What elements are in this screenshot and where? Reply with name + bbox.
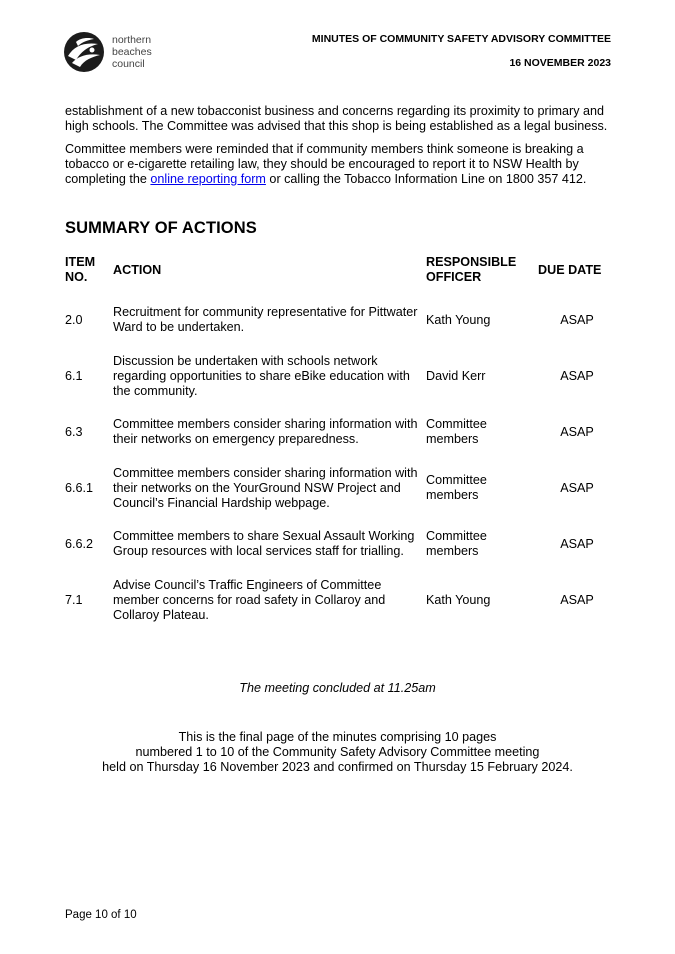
column-header-action: ACTION <box>113 262 162 277</box>
paragraph-text: or calling the Tobacco Information Line on 1800 357 412. <box>265 172 587 186</box>
online-reporting-form-link[interactable]: online reporting form <box>150 172 266 186</box>
table-row <box>65 411 625 453</box>
responsible-officer: Kath Young <box>426 592 491 607</box>
final-statement <box>0 730 675 775</box>
due-date: ASAP <box>560 480 594 495</box>
final-statement-line: numbered 1 to 10 of the Community Safety Advisory Committee meeting <box>135 745 540 759</box>
final-statement-line: This is the final page of the minutes comprising 10 pages <box>178 730 497 744</box>
responsible-officer: Kath Young <box>426 312 491 327</box>
item-number: 6.6.2 <box>65 536 94 551</box>
meeting-conclusion: The meeting concluded at 11.25am <box>239 681 436 695</box>
logo-line: council <box>112 58 145 70</box>
action-text: Recruitment for community representative for Pittwater Ward to be undertaken. <box>113 305 418 334</box>
item-number: 2.0 <box>65 312 83 327</box>
item-number: 7.1 <box>65 592 83 607</box>
action-text: Committee members consider sharing information with their networks on the YourGround NSW Project and Council’s Financial Hardship webpage. <box>113 465 418 510</box>
final-statement-line: held on Thursday 16 November 2023 and confirmed on Thursday 15 February 2024. <box>102 760 573 774</box>
actions-table <box>65 255 625 621</box>
action-text: Committee members consider sharing information with their networks on emergency preparedness. <box>113 417 418 446</box>
table-row <box>65 579 625 621</box>
body-paragraph <box>65 142 617 187</box>
action-text: Advise Council’s Traffic Engineers of Committee member concerns for road safety in Collaroy and Collaroy Plateau. <box>113 577 386 622</box>
due-date: ASAP <box>560 424 594 439</box>
due-date: ASAP <box>560 536 594 551</box>
item-number: 6.6.1 <box>65 480 94 495</box>
document-date: 16 NOVEMBER 2023 <box>509 57 611 69</box>
table-header-row <box>65 255 625 285</box>
document-title: MINUTES OF COMMUNITY SAFETY ADVISORY COMMITTEE <box>311 33 611 45</box>
paragraph-text: Committee members were reminded that if community members think someone is breaking a tobacco or e-cigarette retailing law, they should be encouraged to report it to NSW Health by completing the <box>65 142 584 186</box>
council-logo <box>62 30 172 76</box>
due-date: ASAP <box>560 368 594 383</box>
page-number: Page 10 of 10 <box>65 909 137 921</box>
due-date: ASAP <box>560 312 594 327</box>
logo-line: northern <box>112 34 152 46</box>
column-header-item-no: ITEM NO. <box>65 255 96 284</box>
column-header-responsible-officer: RESPONSIBLE OFFICER <box>426 255 517 284</box>
action-text: Discussion be undertaken with schools network regarding opportunities to share eBike education with the community. <box>113 353 410 398</box>
table-row <box>65 523 625 565</box>
due-date: ASAP <box>560 592 594 607</box>
responsible-officer: Committee members <box>426 417 487 446</box>
responsible-officer: Committee members <box>426 473 487 502</box>
action-text: Committee members to share Sexual Assault Working Group resources with local services staff for trialling. <box>113 529 415 558</box>
northern-beaches-logo-icon <box>62 30 106 74</box>
logo-wordmark <box>112 34 152 70</box>
item-number: 6.1 <box>65 368 83 383</box>
responsible-officer: David Kerr <box>426 368 486 383</box>
item-number: 6.3 <box>65 424 83 439</box>
table-row <box>65 299 625 341</box>
table-row <box>65 355 625 397</box>
table-row <box>65 467 625 509</box>
responsible-officer: Committee members <box>426 529 487 558</box>
section-heading: SUMMARY OF ACTIONS <box>65 219 257 237</box>
column-header-due-date: DUE DATE <box>538 262 602 277</box>
body-paragraph: establishment of a new tobacconist business and concerns regarding its proximity to primary and high schools. The Committee was advised that this shop is being established as a legal business. <box>65 104 608 133</box>
logo-line: beaches <box>112 46 152 58</box>
